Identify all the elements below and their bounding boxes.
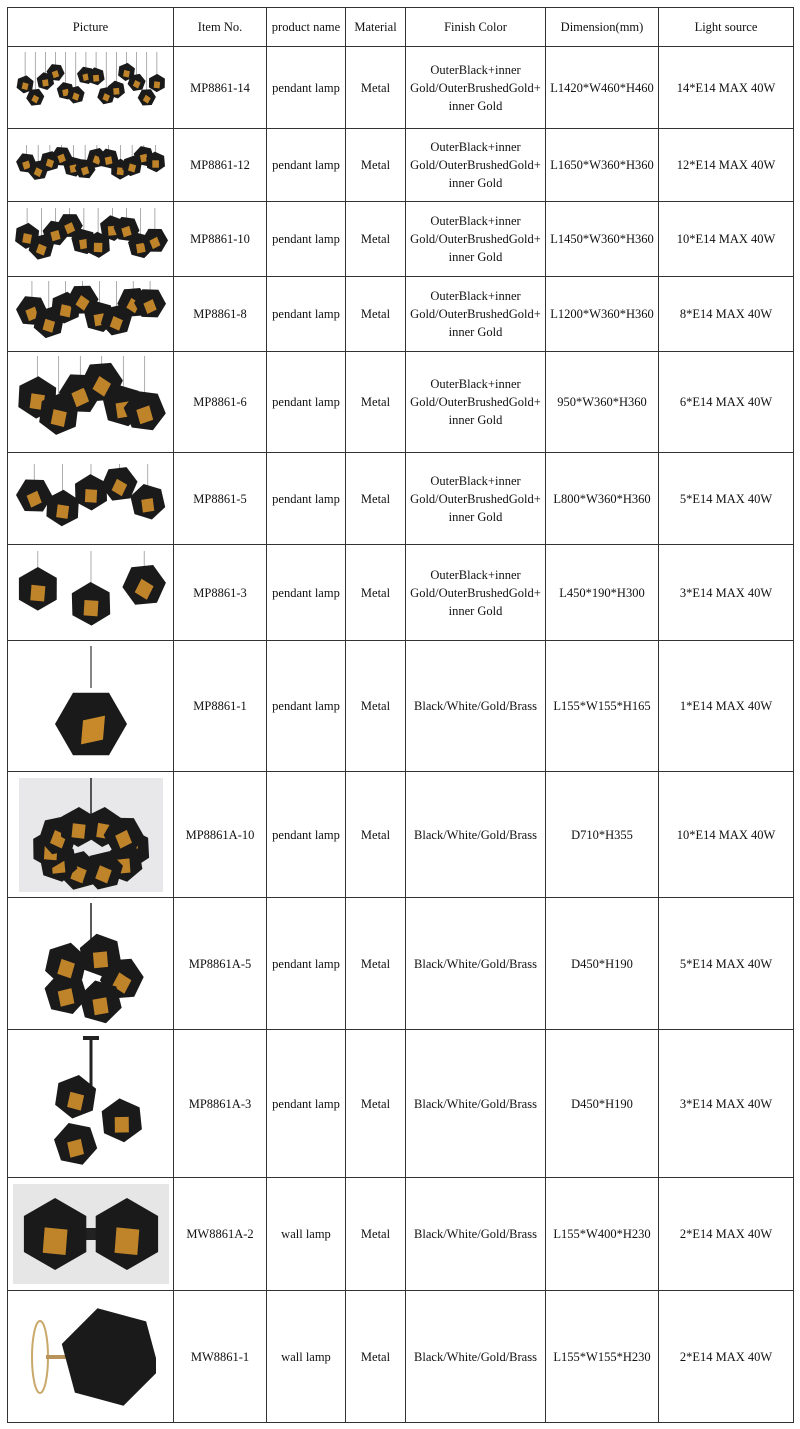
picture-cell (8, 1178, 174, 1291)
finish-color-cell: Black/White/Gold/Brass (406, 641, 546, 772)
dimension-cell: D450*H190 (546, 898, 659, 1030)
item-no-cell: MP8861-10 (174, 202, 267, 277)
light-source-cell: 3*E14 MAX 40W (659, 1030, 794, 1178)
finish-color-cell: Black/White/Gold/Brass (406, 772, 546, 898)
product-name-cell: pendant lamp (267, 898, 346, 1030)
light-source-cell: 2*E14 MAX 40W (659, 1178, 794, 1291)
material-cell: Metal (346, 1030, 406, 1178)
header-picture: Picture (8, 8, 174, 47)
picture-cell (8, 772, 174, 898)
product-name-cell: pendant lamp (267, 545, 346, 641)
dimension-cell: L1450*W360*H360 (546, 202, 659, 277)
item-no-cell: MW8861A-2 (174, 1178, 267, 1291)
table-row (8, 1178, 794, 1291)
table-row (8, 453, 794, 545)
table-row (8, 545, 794, 641)
picture-cell (8, 47, 174, 129)
product-name-cell: wall lamp (267, 1291, 346, 1423)
material-cell: Metal (346, 277, 406, 352)
table-row (8, 277, 794, 352)
material-cell: Metal (346, 641, 406, 772)
material-cell: Metal (346, 129, 406, 202)
item-no-cell: MP8861-3 (174, 545, 267, 641)
table-row (8, 202, 794, 277)
finish-color-cell: OuterBlack+inner Gold/OuterBrushedGold+ inner Gold (406, 453, 546, 545)
finish-color-cell: OuterBlack+inner Gold/OuterBrushedGold+ inner Gold (406, 352, 546, 453)
picture-cell (8, 1030, 174, 1178)
material-cell: Metal (346, 1178, 406, 1291)
item-no-cell: MP8861A-3 (174, 1030, 267, 1178)
finish-color-cell: OuterBlack+inner Gold/OuterBrushedGold+ inner Gold (406, 202, 546, 277)
lamp-image (16, 52, 166, 124)
table-row (8, 129, 794, 202)
item-no-cell: MP8861A-5 (174, 898, 267, 1030)
light-source-cell: 10*E14 MAX 40W (659, 202, 794, 277)
product-name-cell: pendant lamp (267, 352, 346, 453)
dimension-cell: D450*H190 (546, 1030, 659, 1178)
product-name-cell: pendant lamp (267, 47, 346, 129)
finish-color-cell: OuterBlack+inner Gold/OuterBrushedGold+ inner Gold (406, 129, 546, 202)
item-no-cell: MP8861-6 (174, 352, 267, 453)
light-source-cell: 12*E14 MAX 40W (659, 129, 794, 202)
picture-cell (8, 898, 174, 1030)
light-source-cell: 1*E14 MAX 40W (659, 641, 794, 772)
item-no-cell: MP8861-12 (174, 129, 267, 202)
dimension-cell: D710*H355 (546, 772, 659, 898)
dimension-cell: L1650*W360*H360 (546, 129, 659, 202)
table-row (8, 641, 794, 772)
light-source-cell: 5*E14 MAX 40W (659, 898, 794, 1030)
lamp-image (26, 1297, 156, 1417)
header-row (8, 8, 794, 47)
light-source-cell: 8*E14 MAX 40W (659, 277, 794, 352)
item-no-cell: MP8861-14 (174, 47, 267, 129)
light-source-cell: 6*E14 MAX 40W (659, 352, 794, 453)
product-name-cell: pendant lamp (267, 277, 346, 352)
product-name-cell: pendant lamp (267, 772, 346, 898)
finish-color-cell: Black/White/Gold/Brass (406, 1030, 546, 1178)
table-row (8, 1291, 794, 1423)
dimension-cell: L155*W155*H165 (546, 641, 659, 772)
lamp-image (16, 145, 166, 185)
dimension-cell: L1200*W360*H360 (546, 277, 659, 352)
dimension-cell: L800*W360*H360 (546, 453, 659, 545)
picture-cell (8, 1291, 174, 1423)
dimension-cell: L450*190*H300 (546, 545, 659, 641)
lamp-image (16, 551, 166, 635)
finish-color-cell: OuterBlack+inner Gold/OuterBrushedGold+ inner Gold (406, 277, 546, 352)
product-name-cell: pendant lamp (267, 641, 346, 772)
light-source-cell: 10*E14 MAX 40W (659, 772, 794, 898)
item-no-cell: MP8861A-10 (174, 772, 267, 898)
product-name-cell: pendant lamp (267, 1030, 346, 1178)
finish-color-cell: Black/White/Gold/Brass (406, 1178, 546, 1291)
table-row (8, 352, 794, 453)
dimension-cell: L155*W155*H230 (546, 1291, 659, 1423)
material-cell: Metal (346, 352, 406, 453)
lamp-image (14, 208, 168, 270)
product-name-cell: pendant lamp (267, 453, 346, 545)
picture-cell (8, 202, 174, 277)
lamp-image (16, 356, 166, 448)
lamp-image (41, 646, 141, 766)
header-material: Material (346, 8, 406, 47)
picture-cell (8, 277, 174, 352)
product-spec-table (7, 7, 794, 1423)
finish-color-cell: Black/White/Gold/Brass (406, 1291, 546, 1423)
picture-cell (8, 352, 174, 453)
header-light-source: Light source (659, 8, 794, 47)
finish-color-cell: Black/White/Gold/Brass (406, 898, 546, 1030)
product-name-cell: pendant lamp (267, 202, 346, 277)
light-source-cell: 5*E14 MAX 40W (659, 453, 794, 545)
dimension-cell: 950*W360*H360 (546, 352, 659, 453)
light-source-cell: 14*E14 MAX 40W (659, 47, 794, 129)
picture-cell (8, 453, 174, 545)
dimension-cell: L1420*W460*H460 (546, 47, 659, 129)
finish-color-cell: OuterBlack+inner Gold/OuterBrushedGold+ inner Gold (406, 47, 546, 129)
lamp-image (16, 281, 166, 347)
material-cell: Metal (346, 545, 406, 641)
lamp-image (13, 1184, 169, 1284)
table-row (8, 898, 794, 1030)
light-source-cell: 2*E14 MAX 40W (659, 1291, 794, 1423)
picture-cell (8, 545, 174, 641)
table-row (8, 1030, 794, 1178)
item-no-cell: MP8861-5 (174, 453, 267, 545)
material-cell: Metal (346, 772, 406, 898)
item-no-cell: MW8861-1 (174, 1291, 267, 1423)
material-cell: Metal (346, 202, 406, 277)
header-item-no: Item No. (174, 8, 267, 47)
item-no-cell: MP8861-8 (174, 277, 267, 352)
header-finish-color: Finish Color (406, 8, 546, 47)
lamp-image (19, 778, 163, 892)
lamp-image (36, 903, 146, 1025)
header-dimension: Dimension(mm) (546, 8, 659, 47)
picture-cell (8, 641, 174, 772)
table-row (8, 47, 794, 129)
lamp-image (16, 464, 166, 534)
product-name-cell: pendant lamp (267, 129, 346, 202)
lamp-image (36, 1036, 146, 1172)
light-source-cell: 3*E14 MAX 40W (659, 545, 794, 641)
finish-color-cell: OuterBlack+inner Gold/OuterBrushedGold+ inner Gold (406, 545, 546, 641)
material-cell: Metal (346, 47, 406, 129)
dimension-cell: L155*W400*H230 (546, 1178, 659, 1291)
picture-cell (8, 129, 174, 202)
material-cell: Metal (346, 453, 406, 545)
material-cell: Metal (346, 1291, 406, 1423)
material-cell: Metal (346, 898, 406, 1030)
item-no-cell: MP8861-1 (174, 641, 267, 772)
product-name-cell: wall lamp (267, 1178, 346, 1291)
table-row (8, 772, 794, 898)
header-product-name: product name (267, 8, 346, 47)
